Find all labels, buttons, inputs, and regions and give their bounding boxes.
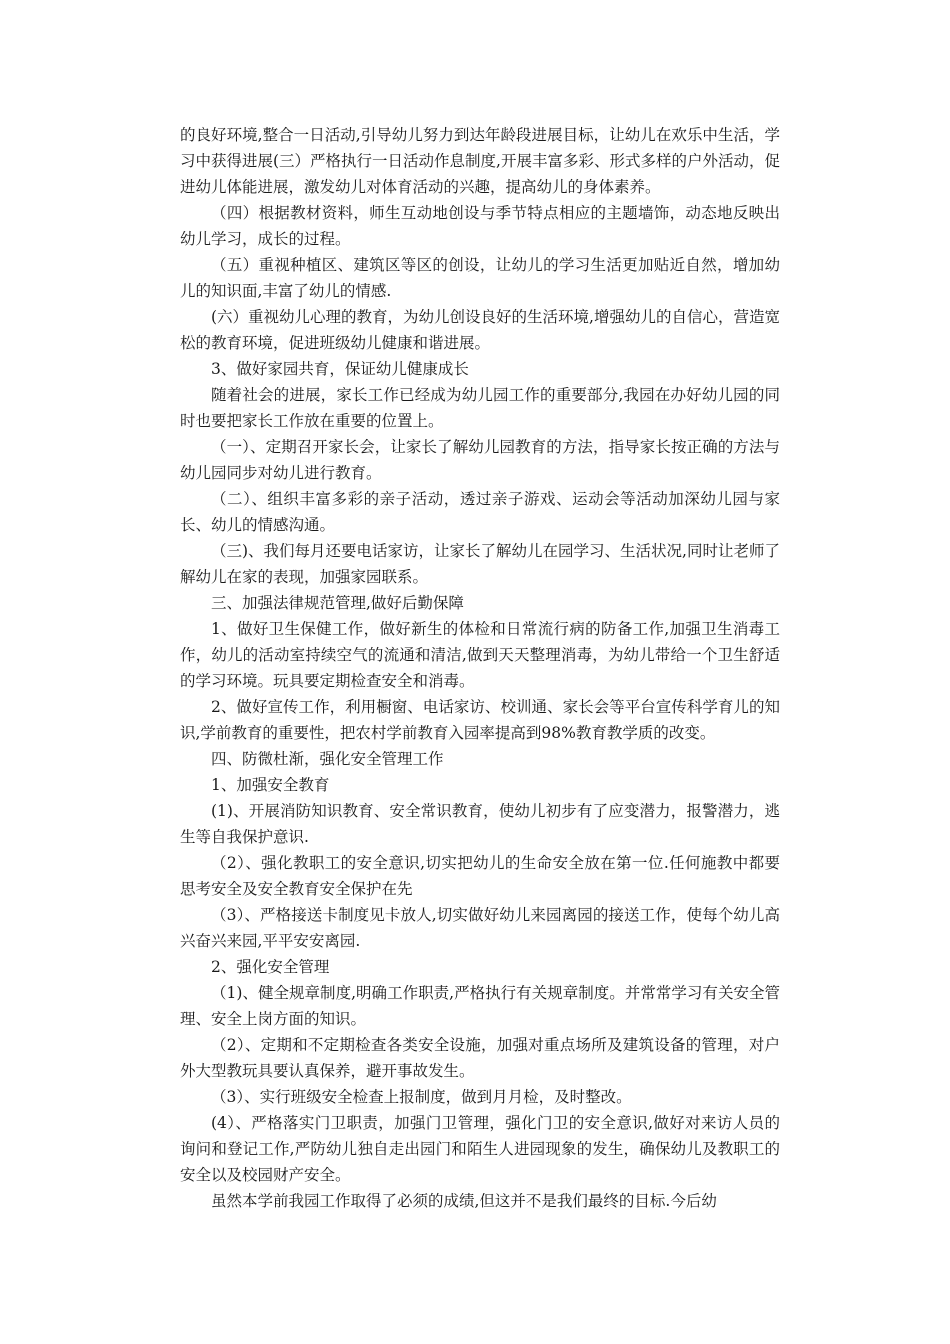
paragraph-parents-meeting: （一）、定期召开家长会，让家长了解幼儿园教育的方法，指导家长按正确的方法与幼儿园同步对幼儿进行教育。 — [180, 438, 780, 482]
paragraph-management-3: （3）、实行班级安全检查上报制度，做到月月检，及时整改。 — [211, 1088, 632, 1106]
paragraph-safety-3: （3）、严格接送卡制度见卡放人,切实做好幼儿来园离园的接送工作，使每个幼儿高兴奋兴来园,平平安安离园. — [180, 906, 780, 950]
paragraph-parents-work: 随着社会的进展，家长工作已经成为幼儿园工作的重要部分,我园在办好幼儿园的同时也要把家长工作放在重要的位置上。 — [180, 386, 780, 430]
paragraph-family-activities: （二）、组织丰富多彩的亲子活动，透过亲子游戏、运动会等活动加深幼儿园与家长、幼儿的情感沟通。 — [180, 490, 780, 534]
paragraph-safety-1: (1)、开展消防知识教育、安全常识教育，使幼儿初步有了应变潜力，报警潜力，逃生等自我保护意识. — [180, 802, 780, 846]
paragraph-continuation: 的良好环境,整合一日活动,引导幼儿努力到达年龄段进展目标，让幼儿在欢乐中生活，学习中获得进展(三）严格执行一日活动作息制度,开展丰富多彩、形式多样的户外活动，促进幼儿体能进展，激发幼儿对体育活动的兴趣，提高幼儿的身体素养。 — [180, 126, 780, 196]
paragraph-management-2: （2）、定期和不定期检查各类安全设施，加强对重点场所及建筑设备的管理，对户外大型教玩具要认真保养，避开事故发生。 — [180, 1036, 780, 1080]
document-page — [180, 122, 780, 1214]
section-heading-safety: 四、防微杜渐，强化安全管理工作 — [211, 750, 444, 768]
paragraph-safety-2: （2）、强化教职工的安全意识,切实把幼儿的生命安全放在第一位.任何施教中都要思考安全及安全教育安全保护在先 — [180, 854, 780, 898]
paragraph-publicity: 2、做好宣传工作，利用橱窗、电话家访、校训通、家长会等平台宣传科学育儿的知识,学前教育的重要性，把农村学前教育入园率提高到98%教育教学质的改变。 — [180, 698, 780, 742]
paragraph-management-1: （1)、健全规章制度,明确工作职责,严格执行有关规章制度。并常常学习有关安全管理、安全上岗方面的知识。 — [180, 984, 780, 1028]
paragraph-item-5: （五）重视种植区、建筑区等区的创设，让幼儿的学习生活更加贴近自然，增加幼儿的知识面,丰富了幼儿的情感. — [180, 256, 780, 300]
section-heading-logistics: 三、加强法律规范管理,做好后勤保障 — [211, 594, 464, 612]
paragraph-item-4: （四）根据教材资料，师生互动地创设与季节特点相应的主题墙饰，动态地反映出幼儿学习，成长的过程。 — [180, 204, 780, 248]
paragraph-home-visits: （三)、我们每月还要电话家访，让家长了解幼儿在园学习、生活状况,同时让老师了解幼儿在家的表现，加强家园联系。 — [180, 542, 780, 586]
paragraph-hygiene: 1、做好卫生保健工作，做好新生的体检和日常流行病的防备工作,加强卫生消毒工作，幼儿的活动室持续空气的流通和清洁,做到天天整理消毒，为幼儿带给一个卫生舒适的学习环境。玩具要定期检查安全和消毒。 — [180, 620, 780, 690]
paragraph-item-6: (六）重视幼儿心理的教育，为幼儿创设良好的生活环境,增强幼儿的自信心，营造宽松的教育环境，促进班级幼儿健康和谐进展。 — [180, 308, 780, 352]
subheading-safety-management: 2、强化安全管理 — [211, 958, 330, 976]
section-heading-home-school: 3、做好家园共育，保证幼儿健康成长 — [211, 360, 469, 378]
paragraph-closing: 虽然本学前我园工作取得了必须的成绩,但这并不是我们最终的目标.今后幼 — [211, 1192, 717, 1210]
subheading-safety-education: 1、加强安全教育 — [211, 776, 330, 794]
paragraph-management-4: (4）、严格落实门卫职责，加强门卫管理，强化门卫的安全意识,做好对来访人员的询问和登记工作,严防幼儿独自走出园门和陌生人进园现象的发生，确保幼儿及教职工的安全以及校园财产安全。 — [180, 1114, 780, 1184]
